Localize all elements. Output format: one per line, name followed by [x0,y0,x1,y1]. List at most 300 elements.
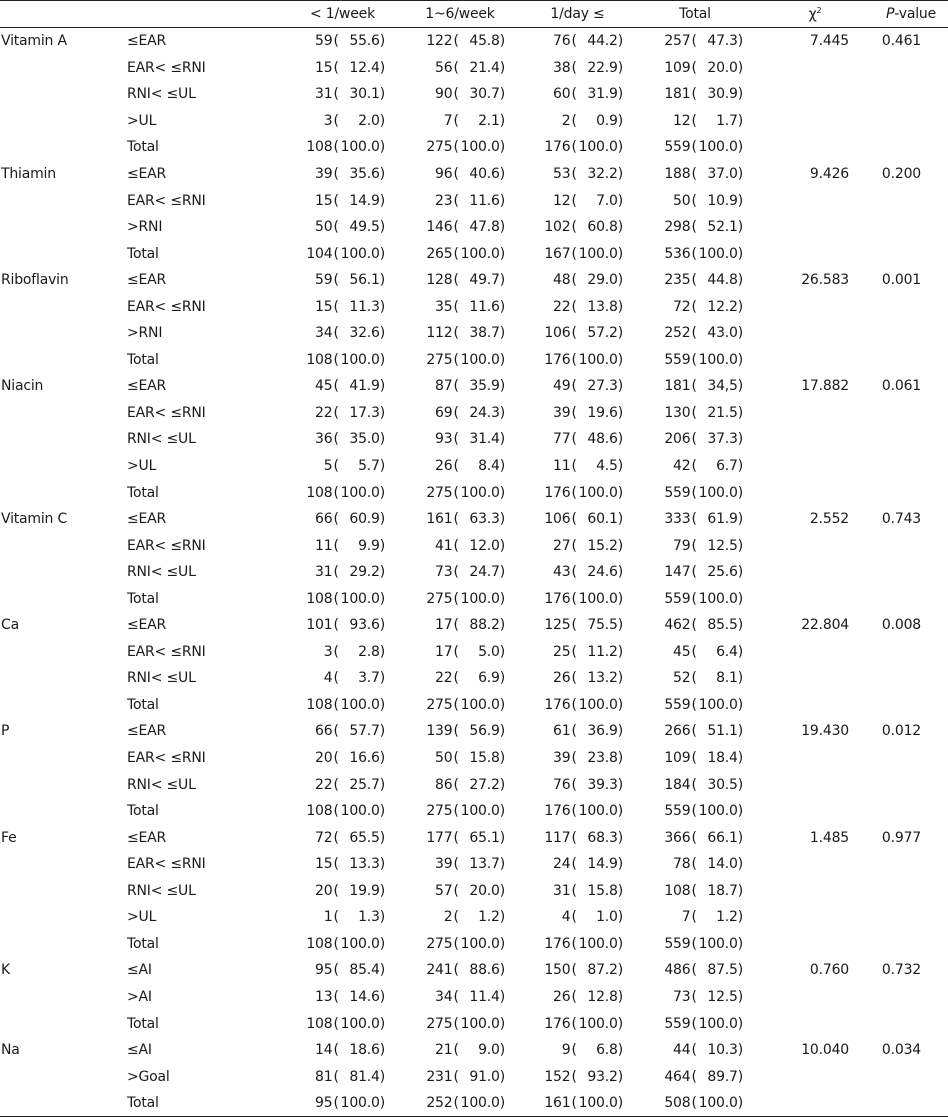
cell-p-value: 0.200 [881,166,921,182]
percent-value: 34,5 [707,378,738,395]
cell-weekly: 275( 100.0) [401,134,519,161]
cell-daily: 125( 75.5) [519,612,636,639]
count-value: 39 [435,856,453,873]
count-value: 43 [553,564,571,581]
percent-value: 100.0 [340,803,380,820]
cell-total: 559( 100.0) [636,585,754,612]
cell-daily: 60( 31.9) [519,81,636,108]
count-value: 109 [664,750,691,767]
count-value: 61 [553,723,571,740]
cell-category: EAR< ≤RNI [127,643,206,660]
cell-daily: 38( 22.9) [519,55,636,82]
count-value: 161 [544,1095,571,1112]
percent-value: 65.5 [349,829,380,846]
percent-value: 56.1 [349,272,380,289]
count-value: 366 [664,829,691,846]
cell-daily: 2( 0.9) [519,108,636,135]
count-value: 265 [426,245,453,262]
percent-value: 5.0 [478,643,500,660]
cell-variable [0,585,118,612]
cell-total: 72( 12.2) [636,293,754,320]
percent-value: 24.6 [587,564,618,581]
cell-weekly: 17( 5.0) [401,639,519,666]
count-value: 20 [315,750,333,767]
percent-value: 52.1 [707,219,738,236]
cell-p-value: 0.732 [881,962,921,979]
count-value: 486 [664,962,691,979]
count-value: 45 [673,643,691,660]
cell-total: 52( 8.1) [636,665,754,692]
percent-value: 17.3 [349,404,380,421]
count-value: 252 [426,1095,453,1112]
count-value: 93 [435,431,453,448]
count-value: 167 [544,245,571,262]
cell-daily: 77( 48.6) [519,426,636,453]
count-value: 56 [435,59,453,76]
cell-p-value [850,639,948,666]
percent-value: 100.0 [698,803,738,820]
table-row [0,55,948,82]
percent-value: 48.6 [587,431,618,448]
cell-variable: P [1,723,10,740]
count-value: 176 [544,484,571,501]
percent-value: 39.3 [587,776,618,793]
cell-weekly: 2( 1.2) [401,904,519,931]
percent-value: 100.0 [460,803,500,820]
percent-value: 19.6 [587,404,618,421]
cell-variable: Niacin [1,378,44,395]
count-value: 17 [435,643,453,660]
p-italic: P [886,6,895,22]
count-value: 559 [664,803,691,820]
percent-value: 31.9 [587,86,618,103]
cell-variable [0,798,118,825]
cell-weekly: 275( 100.0) [401,479,519,506]
count-value: 241 [426,962,453,979]
percent-value: 100.0 [578,139,618,156]
percent-value: 30.5 [707,776,738,793]
percent-value: 6.9 [478,670,500,687]
cell-less-than-weekly: 108( 100.0) [306,139,385,156]
count-value: 73 [673,988,691,1005]
count-value: 12 [553,192,571,209]
cell-category: RNI< ≤UL [127,776,196,793]
cell-daily: 12( 7.0) [519,187,636,214]
cell-chi-square [754,878,850,905]
percent-value: 7.0 [596,192,618,209]
cell-daily: 22( 13.8) [519,293,636,320]
table-row [0,585,948,612]
count-value: 77 [553,431,571,448]
count-value: 9 [561,1042,571,1059]
table-row [0,1063,948,1090]
cell-p-value [850,532,948,559]
cell-less-than-weekly: 108( 100.0) [306,590,385,607]
percent-value: 100.0 [578,245,618,262]
cell-p-value [850,692,948,719]
percent-value: 81.4 [349,1068,380,1085]
cell-variable [0,134,118,161]
cell-total: 7( 1.2) [636,904,754,931]
count-value: 176 [544,696,571,713]
cell-category: Total [127,351,159,368]
count-value: 462 [664,617,691,634]
table-row [0,28,948,55]
cell-daily: 176( 100.0) [519,692,636,719]
cell-total: 366( 66.1) [636,824,754,851]
cell-less-than-weekly: 104( 100.0) [306,245,385,262]
cell-weekly: 275( 100.0) [401,692,519,719]
cell-category: ≤EAR [127,272,167,289]
cell-weekly: 39( 13.7) [401,851,519,878]
cell-variable [0,293,118,320]
cell-daily: 176( 100.0) [519,347,636,374]
percent-value: 37.3 [707,431,738,448]
cell-total: 78( 14.0) [636,851,754,878]
table-row [0,878,948,905]
cell-variable: Thiamin [1,166,56,182]
percent-value: 10.3 [707,1042,738,1059]
cell-chi-square [754,214,850,241]
cell-variable [0,745,118,772]
percent-value: 57.7 [349,723,380,740]
cell-less-than-weekly: 13( 14.6) [284,984,401,1011]
cell-category: EAR< ≤RNI [127,537,206,554]
percent-value: 100.0 [460,590,500,607]
cell-weekly: 7( 2.1) [401,108,519,135]
cell-chi-square [754,453,850,480]
percent-value: 100.0 [460,139,500,156]
count-value: 152 [544,1068,571,1085]
count-value: 104 [306,245,333,262]
cell-total: 206( 37.3) [636,426,754,453]
percent-value: 11.4 [469,988,500,1005]
table-row [0,718,948,745]
count-value: 108 [306,484,333,501]
percent-value: 12.5 [707,537,738,554]
count-value: 3 [323,112,333,129]
cell-variable [0,931,118,958]
cell-p-value: 0.001 [881,272,921,289]
percent-value: 20.0 [707,59,738,76]
table-row [0,957,948,984]
count-value: 21 [435,1042,453,1059]
count-value: 73 [435,564,453,581]
percent-value: 1.7 [716,112,738,129]
percent-value: 2.8 [358,643,380,660]
count-value: 35 [435,298,453,315]
cell-weekly: 146( 47.8) [401,214,519,241]
count-value: 275 [426,139,453,156]
percent-value: 100.0 [698,935,738,952]
percent-value: 27.2 [469,776,500,793]
table-row [0,426,948,453]
table-header [0,1,948,28]
count-value: 101 [306,617,333,634]
cell-category: Total [127,139,159,156]
percent-value: 100.0 [340,1015,380,1032]
count-value: 31 [315,564,333,581]
cell-chi-square: 10.040 [801,1042,849,1059]
count-value: 181 [664,378,691,395]
count-value: 34 [435,988,453,1005]
count-value: 26 [553,670,571,687]
percent-value: 100.0 [698,1015,738,1032]
percent-value: 85.4 [349,962,380,979]
count-value: 86 [435,776,453,793]
cell-total: 45( 6.4) [636,639,754,666]
percent-value: 9.0 [478,1042,500,1059]
cell-total: 559( 100.0) [636,931,754,958]
table-row [0,1010,948,1037]
count-value: 31 [315,86,333,103]
cell-variable [0,426,118,453]
cell-daily: 176( 100.0) [519,798,636,825]
table-row [0,692,948,719]
cell-category: >RNI [127,219,163,236]
cell-total: 464( 89.7) [636,1063,754,1090]
cell-variable [0,692,118,719]
cell-less-than-weekly: 108( 100.0) [306,484,385,501]
cell-less-than-weekly: 59( 55.6) [284,28,401,55]
cell-p-value [850,108,948,135]
count-value: 275 [426,935,453,952]
count-value: 34 [315,325,333,342]
percent-value: 30.7 [469,86,500,103]
cell-total: 109( 20.0) [636,55,754,82]
cell-weekly: 275( 100.0) [401,1010,519,1037]
count-value: 176 [544,935,571,952]
percent-value: 55.6 [349,33,380,50]
cell-weekly: 231( 91.0) [401,1063,519,1090]
percent-value: 2.1 [478,112,500,129]
cell-chi-square: 19.430 [801,723,849,740]
count-value: 3 [323,643,333,660]
cell-less-than-weekly: 4( 3.7) [284,665,401,692]
table-row [0,347,948,374]
percent-value: 15.2 [587,537,618,554]
percent-value: 13.3 [349,856,380,873]
count-value: 50 [315,219,333,236]
count-value: 11 [553,458,571,475]
cell-chi-square [754,426,850,453]
cell-total: 50( 10.9) [636,187,754,214]
percent-value: 11.3 [349,298,380,315]
table-row [0,904,948,931]
cell-category: >AI [127,988,152,1005]
cell-daily: 176( 100.0) [519,134,636,161]
count-value: 1 [323,909,333,926]
cell-p-value [850,187,948,214]
percent-value: 43.0 [707,325,738,342]
cell-less-than-weekly: 15( 12.4) [284,55,401,82]
percent-value: 22.9 [587,59,618,76]
cell-less-than-weekly: 81( 81.4) [284,1063,401,1090]
percent-value: 32.6 [349,325,380,342]
cell-chi-square [754,479,850,506]
cell-chi-square [754,347,850,374]
cell-daily: 176( 100.0) [519,931,636,958]
percent-value: 35.6 [349,166,380,182]
count-value: 39 [315,166,333,182]
cell-daily: 31( 15.8) [519,878,636,905]
percent-value: 12.4 [349,59,380,76]
percent-value: 100.0 [460,245,500,262]
table-row [0,984,948,1011]
percent-value: 14.0 [707,856,738,873]
cell-variable: Ca [1,617,19,634]
cell-category: ≤EAR [127,723,167,740]
table-row [0,134,948,161]
chi-symbol: χ [808,6,817,23]
cell-total: 536( 100.0) [636,240,754,267]
cell-category: RNI< ≤UL [127,670,196,687]
percent-value: 24.3 [469,404,500,421]
cell-total: 130( 21.5) [636,400,754,427]
cell-variable [0,453,118,480]
cell-chi-square [754,771,850,798]
count-value: 59 [315,272,333,289]
percent-value: 13.8 [587,298,618,315]
cell-p-value: 0.012 [881,723,921,740]
cell-category: Total [118,1090,284,1117]
cell-chi-square [754,984,850,1011]
count-value: 79 [673,537,691,554]
percent-value: 21.5 [707,404,738,421]
table-row [0,639,948,666]
cell-variable: Fe [1,829,17,846]
cell-variable [0,1010,118,1037]
cell-chi-square [754,240,850,267]
percent-value: 87.2 [587,962,618,979]
count-value: 31 [553,882,571,899]
percent-value: 100.0 [460,1095,500,1112]
cell-category: ≤AI [127,1042,152,1059]
cell-variable [0,984,118,1011]
cell-total: 109( 18.4) [636,745,754,772]
cell-chi-square [754,55,850,82]
cell-chi-square [754,532,850,559]
percent-value: 44.2 [587,33,618,50]
cell-variable [0,479,118,506]
table-row [0,665,948,692]
cell-p-value: 0.461 [881,33,921,50]
cell-p-value [850,400,948,427]
cell-daily: 106( 57.2) [519,320,636,347]
cell-variable: Riboflavin [1,272,69,289]
percent-value: 61.9 [707,511,738,528]
percent-value: 4.5 [596,458,618,475]
cell-total: 181( 30.9) [636,81,754,108]
cell-less-than-weekly: 34( 32.6) [284,320,401,347]
cell-total: 559( 100.0) [636,134,754,161]
cell-total: 252( 43.0) [636,320,754,347]
cell-chi-square [754,798,850,825]
cell-chi-square: 1.485 [809,829,849,846]
count-value: 95 [315,1095,333,1112]
cell-total: 235( 44.8) [636,267,754,294]
cell-p-value [850,984,948,1011]
cell-category: Total [127,696,159,713]
cell-chi-square [754,1010,850,1037]
cell-variable [0,878,118,905]
table-row [0,798,948,825]
count-value: 188 [664,166,691,182]
count-value: 2 [443,909,453,926]
count-value: 176 [544,590,571,607]
cell-daily: 176( 100.0) [519,585,636,612]
count-value: 108 [306,1015,333,1032]
cell-variable [0,187,118,214]
cell-variable [0,240,118,267]
cell-category: ≤AI [127,962,152,979]
cell-weekly: 275( 100.0) [401,798,519,825]
cell-total: 559( 100.0) [636,1010,754,1037]
cell-variable [0,665,118,692]
cell-chi-square [754,81,850,108]
count-value: 66 [315,723,333,740]
count-value: 53 [553,166,571,182]
cell-total: 559( 100.0) [636,347,754,374]
cell-weekly: 112( 38.7) [401,320,519,347]
table-row [0,267,948,294]
percent-value: 100.0 [460,1015,500,1032]
cell-daily: 176( 100.0) [519,479,636,506]
cell-total: 266( 51.1) [636,718,754,745]
percent-value: 45.8 [469,33,500,50]
cell-total: 508( 100.0) [636,1090,754,1117]
cell-less-than-weekly: 72( 65.5) [284,824,401,851]
cell-p-value [850,798,948,825]
count-value: 17 [435,617,453,634]
percent-value: 36.9 [587,723,618,740]
count-value: 76 [553,33,571,50]
percent-value: 15.8 [587,882,618,899]
cell-less-than-weekly: 22( 17.3) [284,400,401,427]
count-value: 275 [426,590,453,607]
cell-daily: 76( 39.3) [519,771,636,798]
cell-category: Total [127,484,159,501]
percent-value: 100.0 [578,590,618,607]
cell-daily: 26( 13.2) [519,665,636,692]
cell-variable: Na [1,1042,20,1059]
count-value: 12 [673,112,691,129]
cell-p-value [850,453,948,480]
count-value: 559 [664,484,691,501]
table-row [0,161,948,188]
percent-value: 100.0 [340,590,380,607]
cell-variable [0,108,118,135]
count-value: 22 [435,670,453,687]
percent-value: 100.0 [578,1095,618,1112]
cell-variable [0,400,118,427]
table-row [0,532,948,559]
cell-less-than-weekly: 66( 57.7) [284,718,401,745]
percent-value: 27.3 [587,378,618,395]
cell-weekly: 122( 45.8) [401,28,519,55]
percent-value: 37.0 [707,166,738,182]
count-value: 176 [544,1015,571,1032]
cell-daily: 39( 23.8) [519,745,636,772]
cell-weekly: 161( 63.3) [401,506,519,533]
percent-value: 29.0 [587,272,618,289]
cell-category: >RNI [127,325,163,342]
count-value: 252 [664,325,691,342]
cell-p-value [850,851,948,878]
cell-category: RNI< ≤UL [127,86,196,103]
count-value: 559 [664,139,691,156]
cell-less-than-weekly: 20( 16.6) [284,745,401,772]
